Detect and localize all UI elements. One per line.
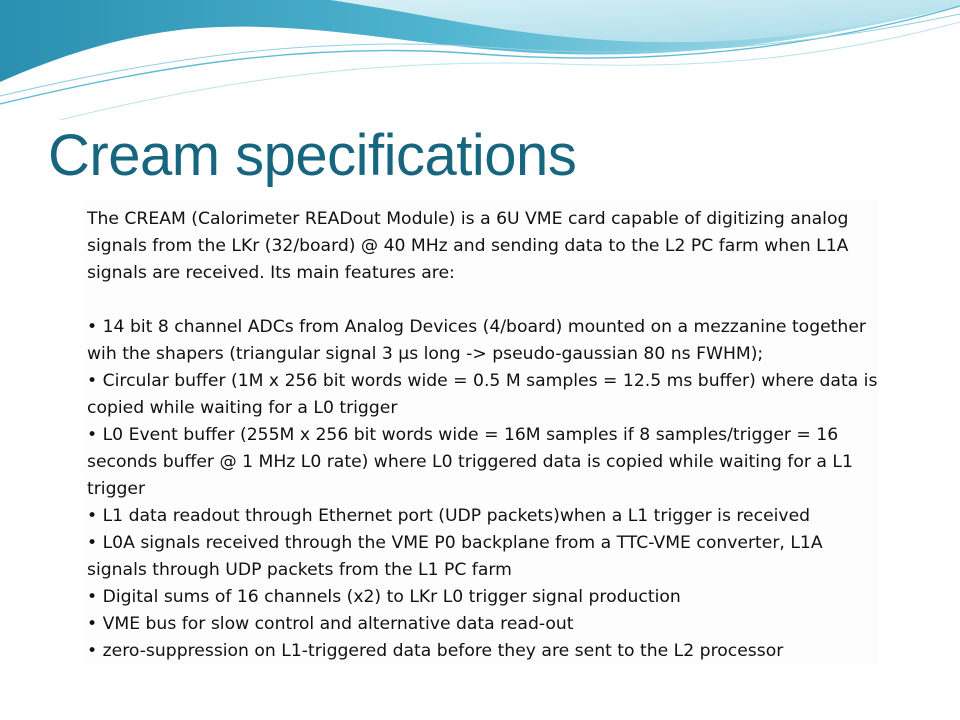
feature-item-zero-suppression: • zero-suppression on L1-triggered data before they are sent to the L2 processor: [87, 638, 879, 665]
specification-text: [87, 206, 879, 665]
feature-item-l0-event-buffer: • L0 Event buffer (255M x 256 bit words wide = 16M samples if 8 samples/trigger = 16 seconds buffer @ 1 MHz L0 rate) where L0 triggered data is copied while waiting for a L1 trigger: [87, 422, 879, 503]
paragraph-gap: [87, 287, 879, 314]
slide-title: Cream specifications: [48, 123, 577, 188]
feature-item-digital-sums: • Digital sums of 16 channels (x2) to LKr L0 trigger signal production: [87, 584, 879, 611]
feature-item-vme-bus: • VME bus for slow control and alternative data read-out: [87, 611, 879, 638]
feature-item-l0a-signals: • L0A signals received through the VME P0 backplane from a TTC-VME converter, L1A signals through UDP packets from the L1 PC farm: [87, 530, 879, 584]
specification-text-box: [83, 200, 879, 664]
feature-item-adc: • 14 bit 8 channel ADCs from Analog Devices (4/board) mounted on a mezzanine together wih the shapers (triangular signal 3 μs long -> pseudo-gaussian 80 ns FWHM);: [87, 314, 879, 368]
intro-paragraph: The CREAM (Calorimeter READout Module) is a 6U VME card capable of digitizing analog signals from the LKr (32/board) @ 40 MHz and sending data to the L2 PC farm when L1A signals are received. Its main features are:: [87, 209, 849, 283]
wave-header-decoration: [0, 0, 960, 120]
feature-item-circular-buffer: • Circular buffer (1M x 256 bit words wide = 0.5 M samples = 12.5 ms buffer) where data is copied while waiting for a L0 trigger: [87, 368, 879, 422]
feature-item-l1-readout: • L1 data readout through Ethernet port (UDP packets)when a L1 trigger is received: [87, 503, 879, 530]
feature-list: [87, 314, 879, 665]
